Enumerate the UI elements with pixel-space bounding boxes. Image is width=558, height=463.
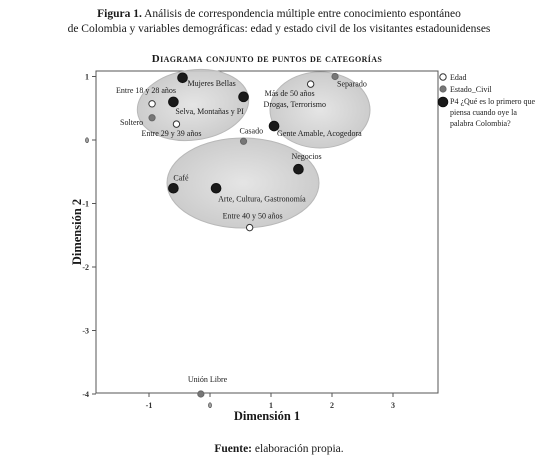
y-tick-label: 0 [85,136,89,145]
point-label: Más de 50 años [264,89,315,99]
point-entre-18-y-28-años [149,101,155,107]
point-unión-libre [198,391,204,397]
figure-caption-label: Figura 1. [97,8,142,20]
point-label: Soltero [120,117,144,127]
y-tick-label: -2 [82,263,89,272]
point-label: Gente Amable, Acogedora [277,129,362,139]
point-label: Café [173,173,189,183]
point-selva-montañas-y-pi [169,97,179,107]
legend-label-estado-civil: Estado_Civil [450,85,492,94]
point-label: Selva, Montañas y PI [175,106,244,116]
legend-marker [440,74,446,80]
legend-label-p4: P4 ¿Qué es lo primero que piensa cuando oye la palabra Colombia? [450,97,536,128]
point-entre-29-y-39-años [173,121,179,127]
point-mujeres-bellas [178,73,188,83]
legend-label-edad: Edad [450,73,467,82]
source-note [0,443,558,455]
y-tick-label: -1 [82,199,89,209]
x-tick-label: -1 [145,401,153,410]
source-text: elaboración propia. [254,443,344,455]
x-tick-label: 0 [208,401,212,410]
point-label: Entre 29 y 39 años [141,129,202,139]
point-más-de-50-años [307,81,313,87]
x-tick-label: 3 [391,401,395,410]
x-tick-label: 1 [269,401,273,410]
y-tick-label: -3 [82,326,89,336]
point-label: Unión Libre [187,375,228,384]
point-drogas-terrorismo [239,92,249,102]
figure-caption-line2: de Colombia y variables demográficas: edad y estado civil de los visitantes estadounidenses [67,23,491,35]
legend-marker [438,97,448,107]
point-label: Mujeres Bellas [187,78,236,88]
source-label: Fuente: [214,443,253,455]
point-soltero [149,115,155,121]
point-label: Negocios [291,152,322,162]
point-entre-40-y-50-años [246,224,252,230]
point-label: Arte, Cultura, Gastronomía [218,194,306,204]
chart-title: Diagrama conjunto de puntos de categorías [151,53,383,65]
point-label: Entre 40 y 50 años [222,211,283,221]
legend-marker [440,86,446,92]
point-café [169,183,179,193]
y-axis-label: Dimensión 2 [70,198,84,266]
x-axis-label: Dimensión 1 [233,409,301,423]
y-tick-label: -4 [82,390,89,399]
point-label: Entre 18 y 28 años [116,85,177,95]
legend [438,73,535,128]
point-arte-cultura-gastronomía [211,183,221,193]
x-tick-label: 2 [330,401,334,410]
y-tick-label: 1 [85,72,89,82]
point-label: Separado [337,79,367,89]
point-negocios [294,164,304,174]
point-label: Casado [239,126,264,136]
figure-caption-line1: Análisis de correspondencia múltiple entre conocimiento espontáneo [144,8,461,20]
point-casado [240,138,246,144]
point-label: Drogas, Terrorismo [263,99,326,109]
